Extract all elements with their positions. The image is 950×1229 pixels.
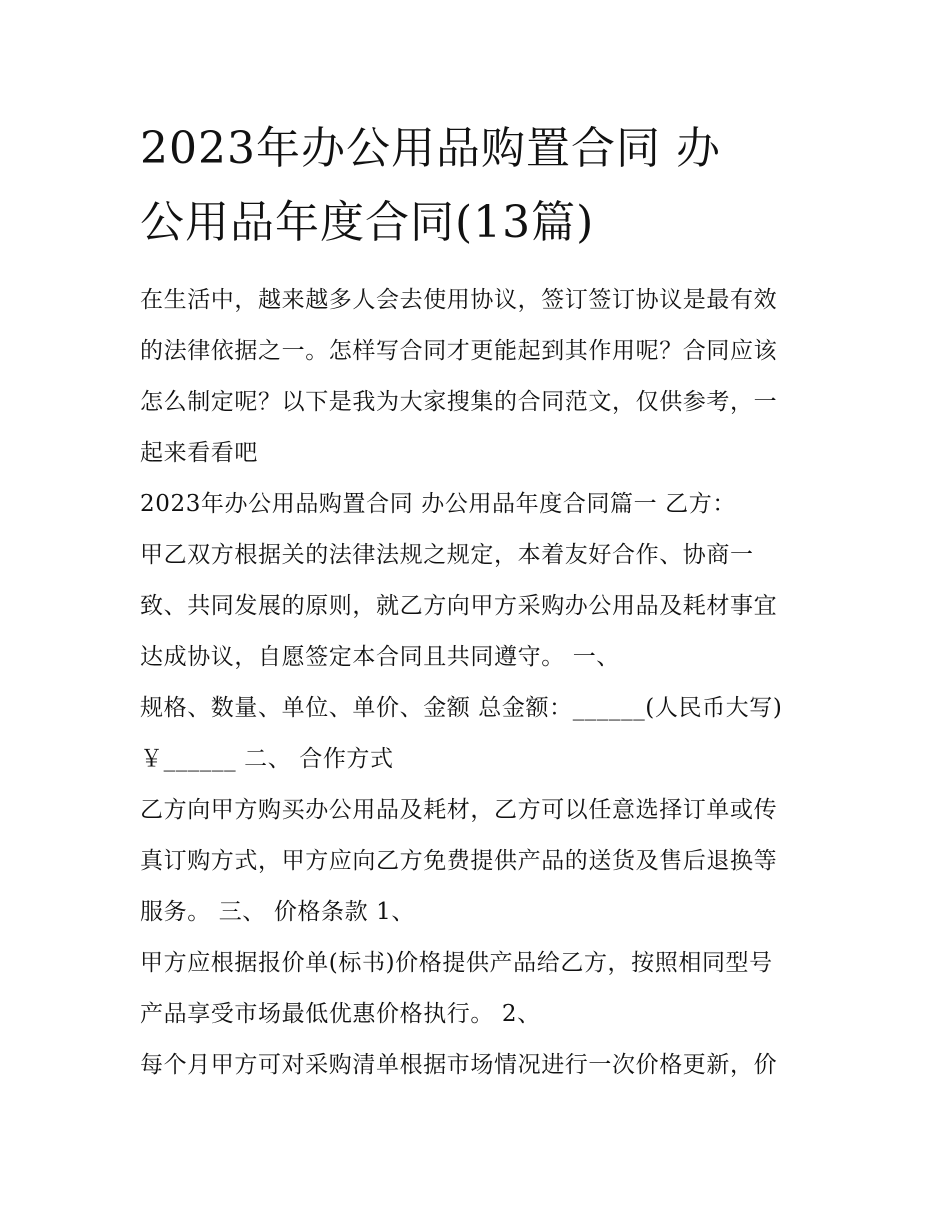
body-line-12: 真订购方式，甲方应向乙方免费提供产品的送货及售后退换等 <box>140 848 778 874</box>
body-line-14: 甲方应根据报价单(标书)价格提供产品给乙方，按照相同型号 <box>140 950 773 976</box>
title-line-1: 2023年办公用品购置合同 办 <box>140 123 721 174</box>
body-line-11: 乙方向甲方购买办公用品及耗材，乙方可以任意选择订单或传 <box>140 797 778 823</box>
body-line-13: 服务。 三、 价格条款 1、 <box>140 899 415 925</box>
body-line-8: 达成协议，自愿签定本合同且共同遵守。 一、 <box>140 644 620 670</box>
body-line-2: 的法律依据之一。怎样写合同才更能起到其作用呢？合同应该 <box>140 338 778 364</box>
title-line-2: 公用品年度合同(13篇) <box>140 197 595 248</box>
body-line-4: 起来看看吧 <box>140 440 258 466</box>
body-line-6: 甲乙双方根据关的法律法规之规定，本着友好合作、协商一 <box>140 542 754 568</box>
body-line-3: 怎么制定呢？以下是我为大家搜集的合同范文，仅供参考，一 <box>140 389 778 415</box>
body-line-1: 在生活中，越来越多人会去使用协议，签订签订协议是最有效 <box>140 287 778 313</box>
document-title <box>140 112 820 260</box>
body-line-9: 规格、数量、单位、单价、金额 总金额：______(人民币大写) <box>140 695 783 721</box>
body-line-5: 2023年办公用品购置合同 办公用品年度合同篇一 乙方： <box>140 491 736 517</box>
body-line-7: 致、共同发展的原则，就乙方向甲方采购办公用品及耗材事宜 <box>140 593 778 619</box>
document-body <box>140 281 830 1097</box>
body-line-15: 产品享受市场最低优惠价格执行。 2、 <box>140 1001 541 1027</box>
body-line-16: 每个月甲方可对采购清单根据市场情况进行一次价格更新，价 <box>140 1052 778 1078</box>
body-line-10: ￥______ 二、 合作方式 <box>140 746 394 772</box>
